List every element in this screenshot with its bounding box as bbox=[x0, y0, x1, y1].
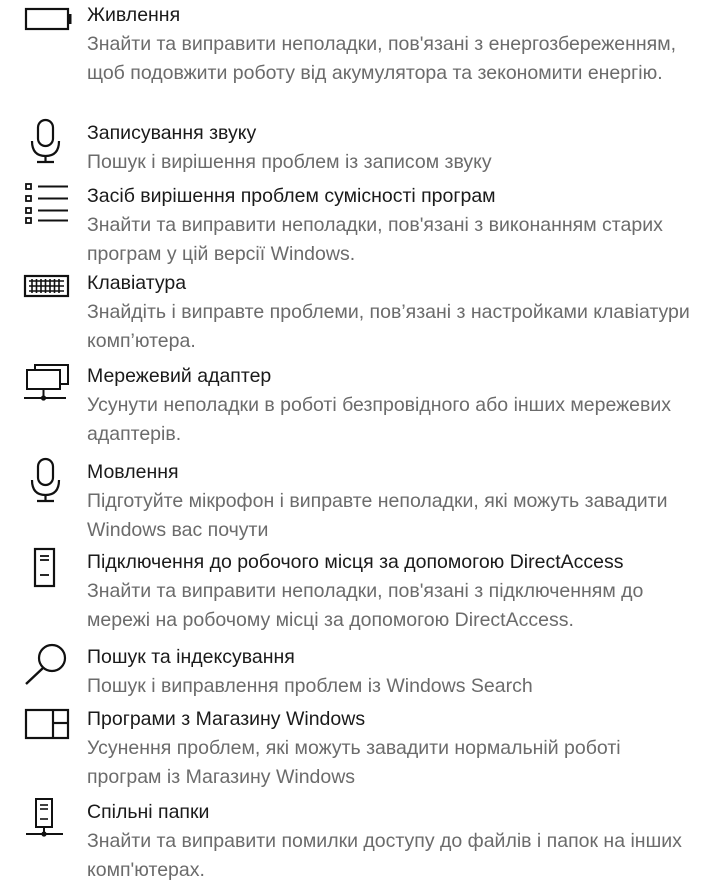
item-title: Підключення до робочого місця за допомогою DirectAccess bbox=[87, 551, 624, 573]
item-description: Знайти та виправити неполадки, пов'язані з енергозбереженням, щоб подовжити роботу від акумулятора та зекономити енергію. bbox=[87, 33, 677, 84]
item-title: Програми з Магазину Windows bbox=[87, 708, 366, 730]
item-description: Знайти та виправити неполадки, пов'язані з підключенням до мережі на робочому місці за допомогою DirectAccess. bbox=[87, 580, 644, 631]
item-title: Клавіатура bbox=[87, 272, 187, 294]
microphone-icon bbox=[22, 459, 74, 507]
item-title: Живлення bbox=[87, 4, 181, 26]
item-description: Пошук і виправлення проблем із Windows Search bbox=[87, 675, 533, 697]
item-title: Записування звуку bbox=[87, 122, 257, 144]
item-description: Знайти та виправити неполадки, пов'язані з виконанням старих програм у цій версії Windows. bbox=[87, 214, 663, 265]
store-apps-icon bbox=[22, 706, 74, 754]
item-description: Знайти та виправити помилки доступу до файлів і папок на інших комп'ютерах. bbox=[87, 830, 682, 881]
item-description: Пошук і вирішення проблем із записом звуку bbox=[87, 151, 492, 173]
shared-folders-icon bbox=[22, 799, 74, 847]
microphone-icon bbox=[22, 120, 74, 168]
item-description: Усунути неполадки в роботі безпровідного або інших мережевих адаптерів. bbox=[87, 394, 671, 445]
item-title: Спільні папки bbox=[87, 801, 210, 823]
item-description: Підготуйте мікрофон і виправте неполадки, які можуть завадити Windows вас почути bbox=[87, 490, 668, 541]
list-icon bbox=[22, 183, 74, 231]
item-title: Мережевий адаптер bbox=[87, 365, 272, 387]
item-description: Усунення проблем, які можуть завадити нормальній роботі програм із Магазину Windows bbox=[87, 737, 621, 788]
item-title: Мовлення bbox=[87, 461, 179, 483]
keyboard-icon bbox=[22, 270, 74, 318]
item-description: Знайдіть і виправте проблеми, пов’язані з настройками клавіатури комп’ютера. bbox=[87, 301, 690, 352]
search-icon bbox=[22, 644, 74, 692]
item-title: Пошук та індексування bbox=[87, 646, 295, 668]
battery-icon bbox=[22, 2, 74, 50]
tower-computer-icon bbox=[22, 549, 74, 597]
network-adapter-icon bbox=[22, 363, 74, 411]
item-title: Засіб вирішення проблем сумісності програм bbox=[87, 185, 496, 207]
